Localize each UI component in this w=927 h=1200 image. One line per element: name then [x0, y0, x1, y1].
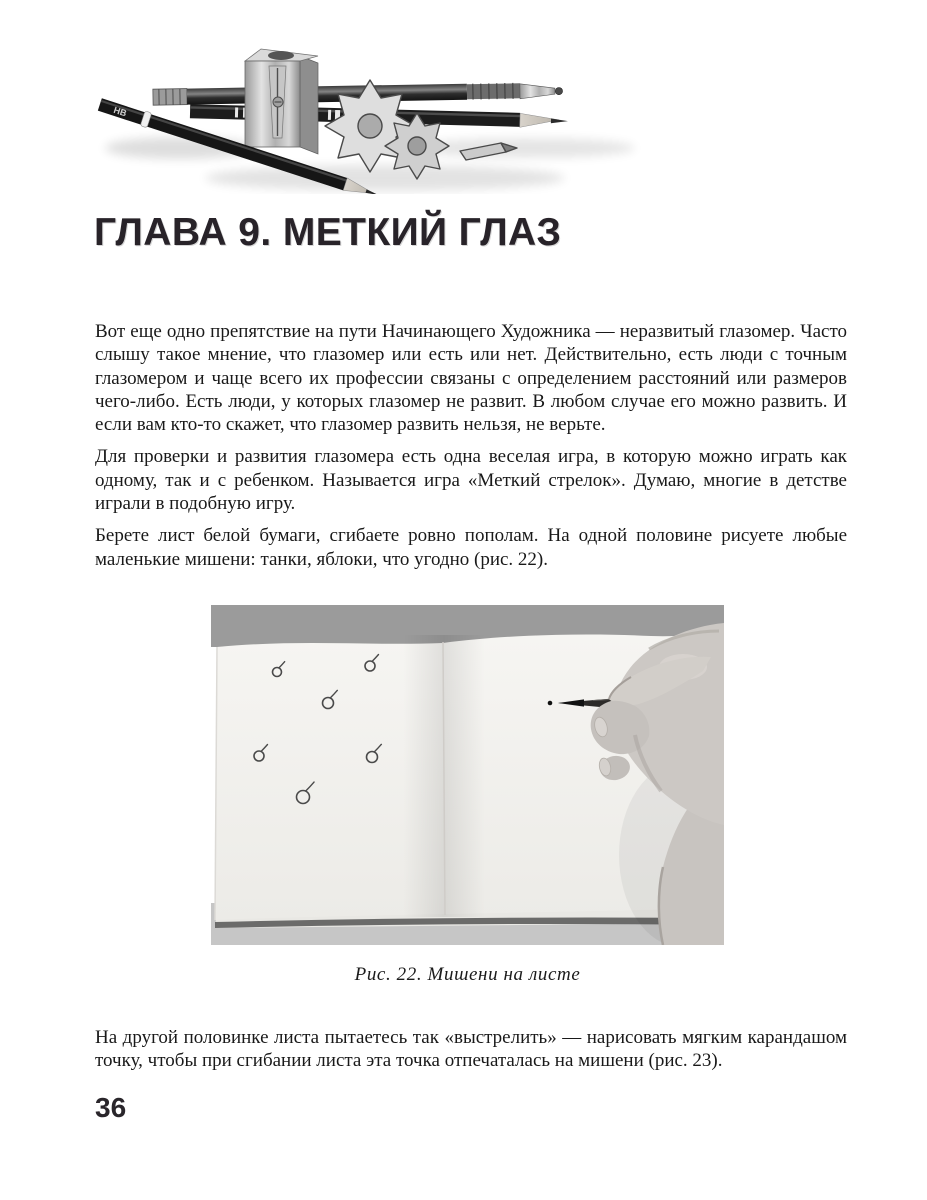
- pencils-illustration: [85, 26, 645, 194]
- shot-dot: [548, 701, 553, 706]
- chapter-heading: ГЛАВА 9. МЕТКИЙ ГЛАЗ: [94, 211, 562, 254]
- figure-caption: Рис. 22. Мишени на листе: [354, 964, 581, 985]
- figure-22: [211, 605, 724, 986]
- figure-photo: [211, 605, 724, 945]
- paragraph-2: Для проверки и развития глазомера есть одна веселая игра, в которую можно играть как одному, так и с ребенком. Называется игра «Меткий стрелок». Думаю, многие в детстве играли в подобную игру.: [95, 446, 847, 515]
- body-text: [95, 320, 847, 580]
- paragraph-3: Берете лист белой бумаги, сгибаете ровно пополам. На одной половине рисуете любые маленькие мишени: танки, яблоки, что угодно (рис. 22).: [95, 525, 847, 570]
- sharpener: [245, 49, 318, 154]
- paragraph-4: На другой половинке листа пытаетесь так «выстрелить» — нарисовать мягким карандашом точку, чтобы при сгибании листа эта точка отпечаталась на мишени (рис. 23).: [95, 1027, 847, 1072]
- paragraph-1: Вот еще одно препятствие на пути Начинающего Художника — неразвитый глазомер. Часто слышу такое мнение, что глазомер или есть или нет. Действительно, есть люди с точным глазомером и чаще всего их профессии связаны с определением расстояний или размеров чего-либо. Есть люди, у которых глазомер не развит. В любом случае его можно развить. И если вам кто-то скажет, что глазомер развить нельзя, не верьте.: [95, 321, 847, 436]
- pencil-grade-label: HB: [112, 104, 128, 119]
- header-photo-pencils: [85, 26, 645, 194]
- page-number: 36: [95, 1092, 127, 1123]
